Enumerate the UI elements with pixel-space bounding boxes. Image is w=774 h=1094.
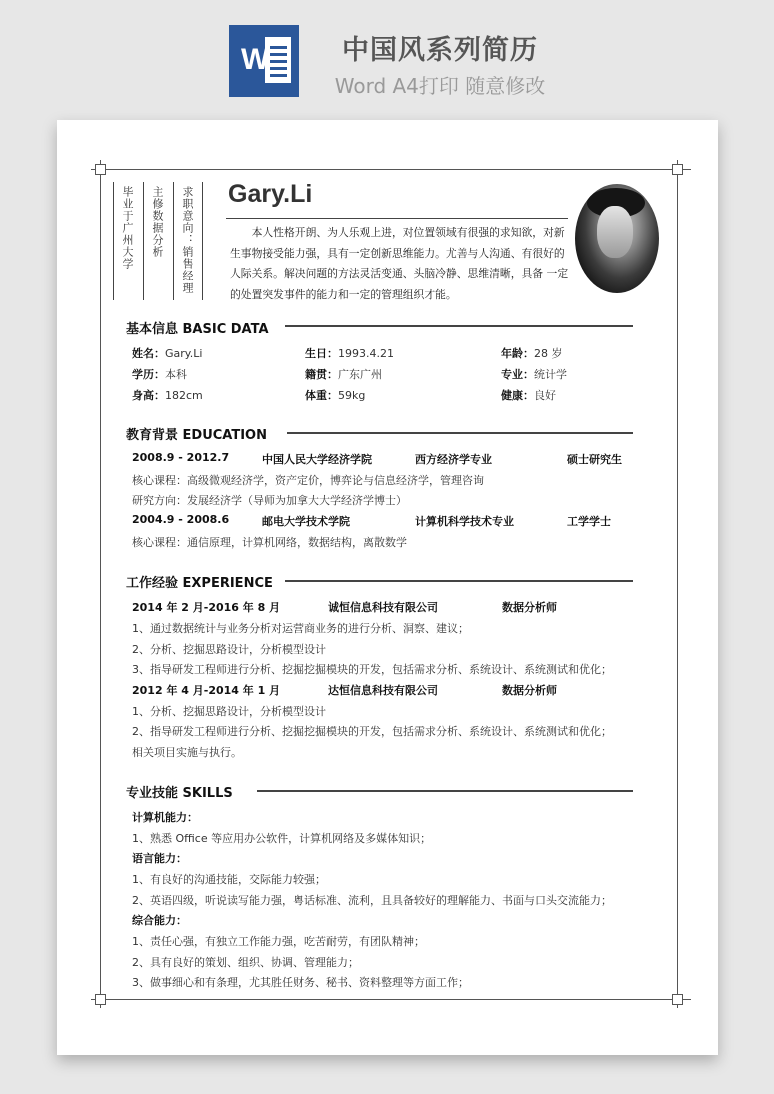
section-rule xyxy=(285,580,633,582)
self-introduction: 本人性格开朗、为人乐观上进，对位置领域有很强的求知欲，对新生事物接受能力强，具有一定创新思维能力。尤善与人沟通、有很好的人际关系。解决问题的方法灵活变通、头脑冷静、思维清晰，具备 一定的处置突发事件的能力和一定的管理组织才能。 xyxy=(230,226,569,301)
field-name: 姓名：Gary.Li xyxy=(132,347,203,360)
edu-period: 2008.9 - 2012.7 xyxy=(132,451,230,464)
job-company: 达恒信息科技有限公司 xyxy=(328,684,438,697)
skill-item: 1、责任心强，有独立工作能力强，吃苦耐劳，有团队精神； xyxy=(132,935,425,948)
edu-note: 核心课程：通信原理，计算机网络，数据结构，离散数学 xyxy=(132,536,407,549)
section-title-basic: 基本信息 BASIC DATA xyxy=(126,322,269,337)
header-subtitle: Word A4打印 随意修改 xyxy=(334,74,546,98)
job-item: 2、分析、挖掘思路设计，分析模型设计 xyxy=(132,643,326,656)
field-hometown: 籍贯：广东广州 xyxy=(305,368,382,381)
job-role: 数据分析师 xyxy=(502,601,557,614)
edu-major: 西方经济学专业 xyxy=(415,453,492,466)
edu-degree: 工学学士 xyxy=(567,515,611,528)
word-letter: W xyxy=(241,43,270,76)
corner-ornament xyxy=(95,994,106,1005)
edu-school: 中国人民大学经济学院 xyxy=(262,453,372,466)
corner-ornament xyxy=(672,164,683,175)
skill-item: 1、熟悉 Office 等应用办公软件，计算机网络及多媒体知识； xyxy=(132,832,432,845)
frame-right xyxy=(677,160,678,1008)
edu-degree: 硕士研究生 xyxy=(567,453,622,466)
frame-bottom xyxy=(91,999,691,1000)
resume-paper xyxy=(57,120,718,1055)
job-item: 相关项目实施与执行。 xyxy=(132,746,242,759)
section-rule xyxy=(285,325,633,327)
candidate-name: Gary.Li xyxy=(228,180,313,208)
name-underline xyxy=(226,218,568,219)
skill-group-title: 计算机能力： xyxy=(132,811,198,824)
section-title-education: 教育背景 EDUCATION xyxy=(126,428,267,443)
job-item: 1、分析、挖掘思路设计，分析模型设计 xyxy=(132,705,326,718)
skill-item: 1、有良好的沟通技能，交际能力较强； xyxy=(132,873,326,886)
job-period: 2014 年 2 月-2016 年 8 月 xyxy=(132,601,281,614)
job-item: 1、通过数据统计与业务分析对运营商业务的进行分析、洞察、建议； xyxy=(132,622,469,635)
field-birthday: 生日：1993.4.21 xyxy=(305,347,394,360)
column-divider xyxy=(113,182,114,300)
job-intent-text: 求职意向：销售经理 xyxy=(181,186,194,294)
job-company: 诚恒信息科技有限公司 xyxy=(328,601,438,614)
field-major: 专业：统计学 xyxy=(501,368,567,381)
section-title-experience: 工作经验 EXPERIENCE xyxy=(126,576,273,591)
field-weight: 体重：59kg xyxy=(305,389,366,402)
field-age: 年龄：28 岁 xyxy=(501,347,563,360)
skill-item: 2、英语四级，听说读写能力强，粤话标准、流利，且具备较好的理解能力、书面与口头交流能力； xyxy=(132,894,612,907)
corner-ornament xyxy=(672,994,683,1005)
section-rule xyxy=(257,790,633,792)
field-height: 身高：182cm xyxy=(132,389,203,402)
skill-item: 3、做事细心和有条理，尤其胜任财务、秘书、资料整理等方面工作； xyxy=(132,976,469,989)
profile-photo xyxy=(575,184,659,293)
edu-period: 2004.9 - 2008.6 xyxy=(132,513,230,526)
frame-top xyxy=(91,169,691,170)
corner-ornament xyxy=(95,164,106,175)
field-education: 学历：本科 xyxy=(132,368,187,381)
column-divider xyxy=(202,182,203,300)
job-role: 数据分析师 xyxy=(502,684,557,697)
section-title-skills: 专业技能 SKILLS xyxy=(126,786,233,801)
graduation-text: 毕业于广州大学 xyxy=(121,186,134,270)
job-item: 2、指导研发工程师进行分析、挖掘挖掘模块的开发，包括需求分析、系统设计、系统测试和优化； xyxy=(132,725,612,738)
skill-item: 2、具有良好的策划、组织、协调、管理能力； xyxy=(132,956,359,969)
header-title: 中国风系列简历 xyxy=(342,35,538,66)
column-divider xyxy=(173,182,174,300)
skill-group-title: 综合能力： xyxy=(132,914,187,927)
word-icon xyxy=(229,25,299,97)
job-period: 2012 年 4 月-2014 年 1 月 xyxy=(132,684,281,697)
section-rule xyxy=(287,432,633,434)
edu-note: 研究方向：发展经济学（导师为加拿大大学经济学博士） xyxy=(132,494,407,507)
skill-group-title: 语言能力： xyxy=(132,852,187,865)
frame-left xyxy=(100,160,101,1008)
edu-major: 计算机科学技术专业 xyxy=(415,515,514,528)
column-divider xyxy=(143,182,144,300)
field-health: 健康：良好 xyxy=(501,389,556,402)
major-text: 主修数据分析 xyxy=(151,186,164,258)
job-item: 3、指导研发工程师进行分析、挖掘挖掘模块的开发，包括需求分析、系统设计、系统测试和优化； xyxy=(132,663,612,676)
edu-school: 邮电大学技术学院 xyxy=(262,515,350,528)
edu-note: 核心课程：高级微观经济学，资产定价，博弈论与信息经济学，管理咨询 xyxy=(132,474,484,487)
